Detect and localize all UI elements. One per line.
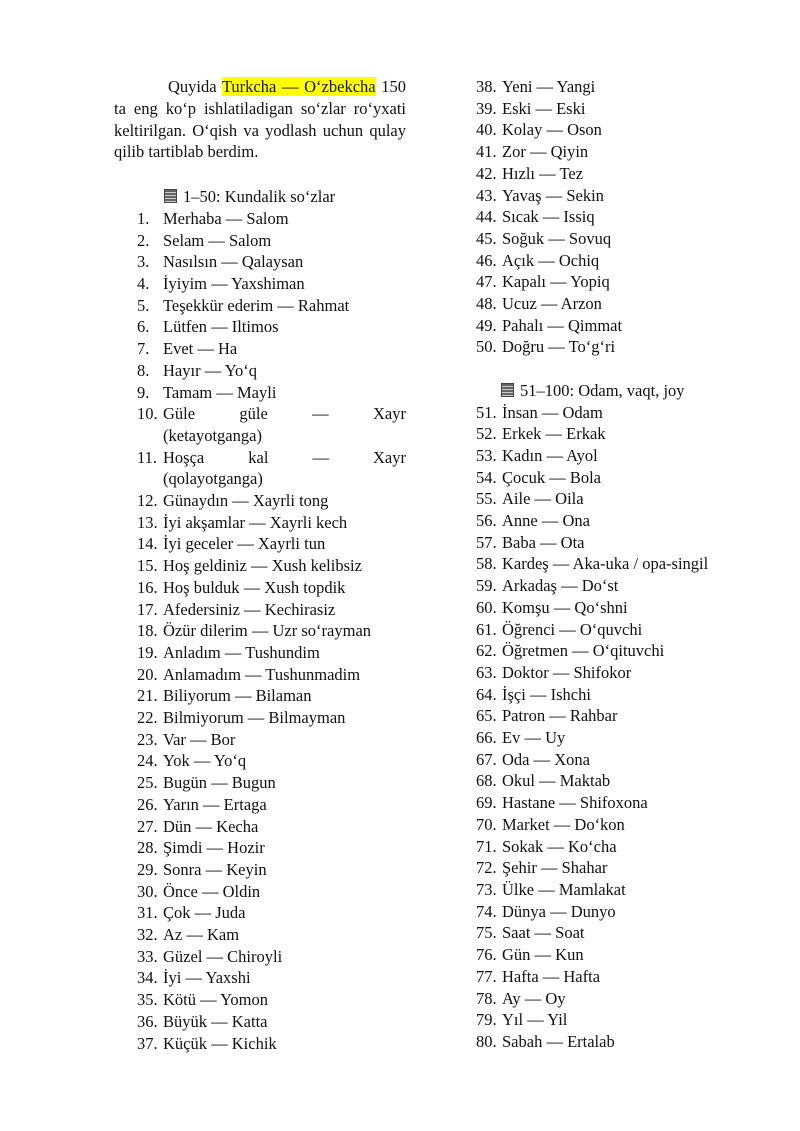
item-text: Okul — Maktab [502,771,611,791]
list-item [476,944,776,966]
item-text: Market — Do‘kon [502,814,625,834]
list-item [114,230,406,252]
item-text: Ülke — Mamlakat [502,879,626,899]
item-text-note: (ketayotganga) [163,425,262,445]
list-item [476,532,776,554]
item-number: 76. [476,945,497,965]
list-item [476,879,776,901]
item-text: Sonra — Keyin [163,859,267,879]
list-item [476,727,776,749]
item-number: 68. [476,771,497,791]
left-column [114,76,406,1054]
list-item [114,316,406,338]
item-text: İyi — Yaxshi [163,968,251,988]
item-number: 31. [137,903,158,923]
list-item [114,772,406,794]
item-text-line: Hoşça kal — Xayr [163,447,406,467]
item-text: Ev — Uy [502,728,566,748]
item-number: 51. [476,402,497,422]
item-number: 62. [476,641,497,661]
item-text: Kapalı — Yopiq [502,272,610,292]
list-item [114,967,406,989]
item-text: İyi akşamlar — Xayrli kech [163,512,348,532]
item-text: Anne — Ona [502,511,590,531]
item-number: 2. [137,230,150,250]
item-text: Selam — Salom [163,230,272,250]
item-text: Anladım — Tushundim [163,642,320,662]
list-item [476,597,776,619]
item-number: 5. [137,295,150,315]
item-number: 74. [476,901,497,921]
item-number: 32. [137,925,158,945]
item-number: 52. [476,424,497,444]
item-text: Biliyorum — Bilaman [163,686,312,706]
list-item [476,98,776,120]
list-item [476,662,776,684]
item-number: 25. [137,773,158,793]
section-heading-1-50 [114,186,406,208]
item-number: 48. [476,294,497,314]
item-number: 44. [476,207,497,227]
list-item [476,510,776,532]
item-number: 7. [137,339,150,359]
list-item [476,575,776,597]
list-item [476,814,776,836]
item-text: Doğru — To‘g‘ri [502,337,616,357]
item-number: 39. [476,98,497,118]
item-text: Önce — Oldin [163,881,261,901]
item-number: 77. [476,966,497,986]
item-number: 9. [137,382,150,402]
list-item [114,642,406,664]
item-number: 37. [137,1033,158,1053]
item-text: Hastane — Shifoxona [502,793,648,813]
item-number: 35. [137,990,158,1010]
square-icon [164,189,177,203]
list-item [114,490,406,512]
list-item [476,792,776,814]
item-text: Teşekkür ederim — Rahmat [163,295,350,315]
item-text: Anlamadım — Tushunmadim [163,664,361,684]
list-item [476,901,776,923]
item-text: Yavaş — Sekin [502,185,604,205]
list-item [476,553,776,575]
item-number: 65. [476,706,497,726]
item-text: Büyük — Katta [163,1011,268,1031]
list-item [114,295,406,317]
item-text: Şehir — Shahar [502,858,608,878]
item-text: Kardeş — Aka-uka / opa-singil [502,554,709,574]
item-number: 4. [137,273,150,293]
item-text: Sokak — Ko‘cha [502,836,617,856]
item-text: Pahalı — Qimmat [502,315,623,335]
item-number: 30. [137,881,158,901]
item-text: İşçi — Ishchi [502,684,591,704]
item-text: Baba — Ota [502,532,585,552]
item-number: 40. [476,120,497,140]
list-item [114,273,406,295]
list-item [476,271,776,293]
item-text: Öğrenci — O‘quvchi [502,619,643,639]
list-item [114,946,406,968]
item-number: 73. [476,879,497,899]
item-text: Arkadaş — Do‘st [502,576,619,596]
item-text: Oda — Xona [502,749,590,769]
item-number: 14. [137,534,158,554]
word-list-1-37 [114,208,406,1054]
list-item [114,599,406,621]
item-text: Ay — Oy [502,988,566,1008]
item-text: İnsan — Odam [502,402,603,422]
intro-paragraph [114,76,406,163]
item-number: 1. [137,208,150,228]
item-text: Bugün — Bugun [163,773,276,793]
list-item [114,902,406,924]
item-number: 11. [137,447,158,467]
item-text: Evet — Ha [163,339,238,359]
item-text: Açık — Ochiq [502,250,600,270]
item-text: Erkek — Erkak [502,424,606,444]
item-text: Bilmiyorum — Bilmayman [163,708,346,728]
item-number: 64. [476,684,497,704]
item-text: Komşu — Qo‘shni [502,597,628,617]
list-item [476,1031,776,1053]
item-number: 49. [476,315,497,335]
item-number: 24. [137,751,158,771]
item-text: Yıl — Yil [502,1010,568,1030]
list-item [114,382,406,404]
item-number: 15. [137,556,158,576]
list-item [114,924,406,946]
right-column [476,76,776,1053]
list-item [114,620,406,642]
item-number: 38. [476,77,497,96]
item-text: Günaydın — Xayrli tong [163,491,329,511]
item-text: Hoş bulduk — Xush topdik [163,577,346,597]
item-text: Ucuz — Arzon [502,294,602,314]
item-number: 61. [476,619,497,639]
item-number: 71. [476,836,497,856]
item-number: 55. [476,489,497,509]
item-number: 70. [476,814,497,834]
item-text: Güzel — Chiroyli [163,946,283,966]
item-number: 34. [137,968,158,988]
item-text: İyi geceler — Xayrli tun [163,534,326,554]
item-text: Dün — Kecha [163,816,259,836]
item-text: Hızlı — Tez [502,163,584,183]
item-number: 60. [476,597,497,617]
list-item [114,859,406,881]
list-item [476,988,776,1010]
item-text: Kadın — Ayol [502,445,598,465]
item-text: Dünya — Dunyo [502,901,616,921]
item-text: Hafta — Hafta [502,966,601,986]
word-list-38-50 [476,76,776,358]
item-number: 57. [476,532,497,552]
item-text: Eski — Eski [502,98,586,118]
word-list-51-80 [476,402,776,1053]
list-item [476,315,776,337]
item-text: Çok — Juda [163,903,246,923]
item-number: 75. [476,923,497,943]
item-number: 66. [476,728,497,748]
list-item [476,640,776,662]
item-number: 13. [137,512,158,532]
item-text: Tamam — Mayli [163,382,277,402]
list-item [114,251,406,273]
item-number: 54. [476,467,497,487]
item-text: Var — Bor [163,729,236,749]
item-number: 80. [476,1031,497,1051]
list-item [476,163,776,185]
item-text: Merhaba — Salom [163,208,289,228]
item-number: 20. [137,664,158,684]
item-number: 72. [476,858,497,878]
item-text: Az — Kam [163,925,240,945]
list-item [476,293,776,315]
list-item [476,228,776,250]
intro-after: 150 ta eng ko‘p ishlatiladigan so‘zlar ro‘yxati keltirilgan. O‘qish va yodlash uchun qulay qilib tartiblab berdim. [114,77,406,162]
item-number: 21. [137,686,158,706]
item-number: 10. [137,404,158,424]
list-item [476,488,776,510]
list-item [476,402,776,424]
item-text: Hayır — Yo‘q [163,360,257,380]
item-text: Şimdi — Hozir [163,838,265,858]
list-item [114,512,406,534]
list-item [114,338,406,360]
item-number: 53. [476,445,497,465]
item-text: Zor — Qiyin [502,142,589,162]
item-number: 69. [476,793,497,813]
list-item [114,360,406,382]
list-item [114,989,406,1011]
item-number: 79. [476,1010,497,1030]
item-text: Kötü — Yomon [163,990,268,1010]
list-item [476,76,776,98]
list-item [476,922,776,944]
section-title: 1–50: Kundalik so‘zlar [183,187,336,207]
item-number: 8. [137,360,150,380]
item-number: 67. [476,749,497,769]
item-number: 6. [137,317,150,337]
section-heading-51-100 [476,380,776,402]
item-text-note: (qolayotganga) [163,469,263,489]
item-number: 18. [137,621,158,641]
list-item [114,750,406,772]
list-item [114,837,406,859]
item-number: 16. [137,577,158,597]
list-item [114,555,406,577]
item-number: 47. [476,272,497,292]
item-text: Yeni — Yangi [502,77,596,96]
item-number: 27. [137,816,158,836]
list-item [476,185,776,207]
list-item [476,119,776,141]
list-item [476,770,776,792]
item-number: 56. [476,511,497,531]
list-item [114,208,406,230]
item-number: 23. [137,729,158,749]
list-item [114,447,406,490]
item-text: Soğuk — Sovuq [502,228,612,248]
list-item [114,729,406,751]
list-item [476,250,776,272]
item-number: 19. [137,642,158,662]
item-number: 45. [476,228,497,248]
list-item [114,664,406,686]
list-item [476,336,776,358]
item-text: Yok — Yo‘q [163,751,247,771]
item-text: Sabah — Ertalab [502,1031,615,1051]
item-number: 22. [137,708,158,728]
list-item [114,1011,406,1033]
list-item [114,685,406,707]
list-item [114,794,406,816]
intro-highlight: Turkcha — O‘zbekcha [221,77,376,96]
list-item [476,467,776,489]
list-item [476,857,776,879]
list-item [476,445,776,467]
square-icon [501,383,514,397]
list-item [114,881,406,903]
item-number: 12. [137,491,158,511]
item-text: Yarın — Ertaga [163,794,267,814]
item-text [163,403,406,446]
item-number: 78. [476,988,497,1008]
item-text: Küçük — Kichik [163,1033,277,1053]
item-number: 29. [137,859,158,879]
item-number: 58. [476,554,497,574]
item-number: 50. [476,337,497,357]
item-number: 59. [476,576,497,596]
section-title: 51–100: Odam, vaqt, joy [520,380,685,400]
list-item [114,816,406,838]
list-item [476,423,776,445]
item-text: Öğretmen — O‘qituvchi [502,641,665,661]
list-item [476,705,776,727]
item-number: 43. [476,185,497,205]
list-item [114,403,406,446]
list-item [114,1033,406,1055]
item-text: Patron — Rahbar [502,706,618,726]
item-number: 63. [476,662,497,682]
item-number: 46. [476,250,497,270]
item-number: 26. [137,794,158,814]
item-text: Nasılsın — Qalaysan [163,252,304,272]
list-item [476,141,776,163]
item-number: 28. [137,838,158,858]
list-item [476,966,776,988]
item-number: 17. [137,599,158,619]
item-number: 42. [476,163,497,183]
item-text: İyiyim — Yaxshiman [163,273,305,293]
item-text: Çocuk — Bola [502,467,601,487]
list-item [114,707,406,729]
item-number: 36. [137,1011,158,1031]
item-text: Kolay — Oson [502,120,602,140]
item-text: Özür dilerim — Uzr so‘rayman [163,621,372,641]
item-text: Lütfen — Iltimos [163,317,279,337]
list-item [114,577,406,599]
item-text: Afedersiniz — Kechirasiz [163,599,336,619]
item-text-line: Güle güle — Xayr [163,404,406,424]
item-text: Sıcak — Issiq [502,207,595,227]
item-text: Aile — Oila [502,489,584,509]
item-text: Hoş geldiniz — Xush kelibsiz [163,556,362,576]
item-number: 33. [137,946,158,966]
item-text [163,447,406,490]
item-number: 3. [137,252,150,272]
item-number: 41. [476,142,497,162]
item-text: Doktor — Shifokor [502,662,632,682]
list-item [476,619,776,641]
list-item [114,533,406,555]
item-text: Gün — Kun [502,945,584,965]
list-item [476,684,776,706]
intro-before: Quyida [168,77,222,96]
list-item [476,749,776,771]
item-text: Saat — Soat [502,923,585,943]
list-item [476,206,776,228]
list-item [476,836,776,858]
list-item [476,1009,776,1031]
